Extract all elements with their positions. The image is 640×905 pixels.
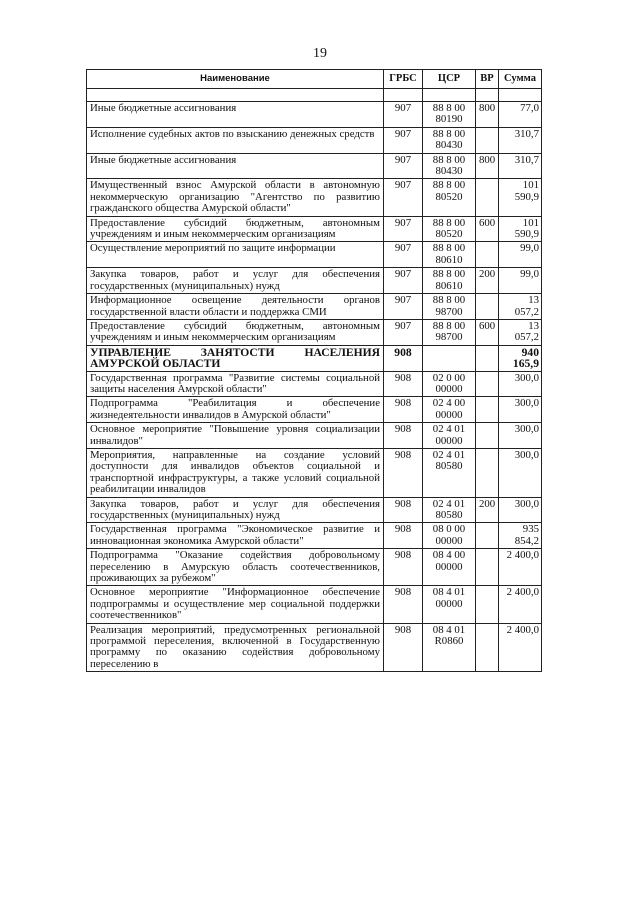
cell-grbs: 908 [384,523,423,549]
table-row [87,423,542,449]
cell-vr [476,448,499,497]
header-vr: ВР [476,70,499,89]
cell-csr: 88 8 00 80520 [423,179,476,216]
table-row [87,127,542,153]
cell-vr [476,345,499,371]
cell-vr [476,242,499,268]
cell-csr: 88 8 00 80430 [423,153,476,179]
cell-csr: 02 4 01 80580 [423,448,476,497]
cell-sum: 2 400,0 [499,586,542,623]
cell-vr [476,549,499,586]
budget-table [86,69,542,672]
cell-grbs: 908 [384,497,423,523]
cell-name: Предоставление субсидий бюджетным, автономным учреждениям и иным некоммерческим организациям [87,319,384,345]
table-row [87,179,542,216]
cell-sum: 935 854,2 [499,523,542,549]
cell-csr: 88 8 00 80190 [423,102,476,128]
cell-csr: 02 4 01 00000 [423,423,476,449]
cell-name: Закупка товаров, работ и услуг для обеспечения государственных (муниципальных) нужд [87,268,384,294]
cell-sum: 300,0 [499,497,542,523]
cell-name: УПРАВЛЕНИЕ ЗАНЯТОСТИ НАСЕЛЕНИЯ АМУРСКОЙ ОБЛАСТИ [87,345,384,371]
cell-csr: 02 4 01 80580 [423,497,476,523]
header-grbs: ГРБС [384,70,423,89]
cell-vr [476,423,499,449]
cell-name: Осуществление мероприятий по защите информации [87,242,384,268]
header-csr: ЦСР [423,70,476,89]
cell-grbs: 908 [384,549,423,586]
table-row [87,242,542,268]
cell-sum: 13 057,2 [499,294,542,320]
cell-name: Основное мероприятие "Информационное обеспечение подпрограммы и осуществление мер социальной поддержки соотечественников" [87,586,384,623]
cell-sum: 77,0 [499,102,542,128]
table-row [87,586,542,623]
table-row [87,268,542,294]
cell-grbs: 907 [384,294,423,320]
cell-vr: 600 [476,216,499,242]
spacer-row [87,89,542,102]
cell-grbs: 908 [384,345,423,371]
cell-csr: 88 8 00 80430 [423,127,476,153]
page-number: 19 [313,46,327,61]
cell-csr: 88 8 00 98700 [423,294,476,320]
cell-grbs: 908 [384,623,423,672]
cell-sum: 13 057,2 [499,319,542,345]
cell-grbs: 908 [384,371,423,397]
cell-csr: 02 0 00 00000 [423,371,476,397]
table-row [87,319,542,345]
cell-name: Государственная программа "Развитие системы социальной защиты населения Амурской области" [87,371,384,397]
cell-name: Основное мероприятие "Повышение уровня социализации инвалидов" [87,423,384,449]
table-row [87,523,542,549]
cell-csr: 88 8 00 80610 [423,242,476,268]
cell-grbs: 908 [384,586,423,623]
cell-sum: 300,0 [499,423,542,449]
cell-vr [476,179,499,216]
cell-sum: 101 590,9 [499,179,542,216]
cell-csr: 88 8 00 98700 [423,319,476,345]
cell-sum: 300,0 [499,371,542,397]
cell-sum: 310,7 [499,153,542,179]
cell-vr [476,623,499,672]
cell-grbs: 907 [384,102,423,128]
cell-sum: 940 165,9 [499,345,542,371]
cell-vr [476,397,499,423]
table-row [87,497,542,523]
cell-csr: 88 8 00 80520 [423,216,476,242]
cell-vr [476,127,499,153]
cell-name: Мероприятия, направленные на создание условий доступности для инвалидов объектов социальной и транспортной инфраструктуры, а также условий социальной реабилитации инвалидов [87,448,384,497]
cell-csr: 08 4 01 R0860 [423,623,476,672]
table-header-row [87,70,542,89]
cell-name: Информационное освещение деятельности органов государственной власти области и поддержка СМИ [87,294,384,320]
cell-vr [476,294,499,320]
table-row [87,623,542,672]
cell-grbs: 907 [384,319,423,345]
cell-vr: 600 [476,319,499,345]
cell-grbs: 907 [384,127,423,153]
cell-vr [476,371,499,397]
cell-grbs: 907 [384,216,423,242]
cell-grbs: 908 [384,397,423,423]
cell-sum: 101 590,9 [499,216,542,242]
cell-sum: 99,0 [499,268,542,294]
cell-name: Подпрограмма "Реабилитация и обеспечение жизнедеятельности инвалидов в Амурской области" [87,397,384,423]
cell-grbs: 907 [384,179,423,216]
cell-vr: 800 [476,153,499,179]
cell-name: Подпрограмма "Оказание содействия добровольному переселению в Амурскую область соотечественников, проживающих за рубежом" [87,549,384,586]
table-row [87,345,542,371]
table-row [87,102,542,128]
cell-name: Иные бюджетные ассигнования [87,153,384,179]
cell-sum: 310,7 [499,127,542,153]
cell-csr [423,345,476,371]
cell-csr: 08 4 00 00000 [423,549,476,586]
cell-name: Иные бюджетные ассигнования [87,102,384,128]
table-row [87,153,542,179]
cell-sum: 99,0 [499,242,542,268]
cell-grbs: 907 [384,153,423,179]
cell-name: Предоставление субсидий бюджетным, автономным учреждениям и иным некоммерческим организациям [87,216,384,242]
cell-grbs: 907 [384,242,423,268]
cell-grbs: 908 [384,423,423,449]
table-row [87,448,542,497]
cell-vr: 200 [476,268,499,294]
cell-name: Реализация мероприятий, предусмотренных региональной программой переселения, включенной в Государственную программу по оказанию содействия добровольному переселению в [87,623,384,672]
cell-vr [476,586,499,623]
cell-csr: 88 8 00 80610 [423,268,476,294]
cell-name: Государственная программа "Экономическое развитие и инновационная экономика Амурской области" [87,523,384,549]
table-row [87,371,542,397]
cell-vr [476,523,499,549]
cell-name: Имущественный взнос Амурской области в автономную некоммерческую организацию "Агентство по развитию гражданского общества Амурской области" [87,179,384,216]
cell-csr: 08 0 00 00000 [423,523,476,549]
table-row [87,549,542,586]
cell-grbs: 908 [384,448,423,497]
cell-sum: 300,0 [499,397,542,423]
cell-name: Исполнение судебных актов по взысканию денежных средств [87,127,384,153]
cell-grbs: 907 [384,268,423,294]
cell-vr: 800 [476,102,499,128]
cell-vr: 200 [476,497,499,523]
table-row [87,294,542,320]
header-name: Наименование [87,70,384,89]
header-sum: Сумма [499,70,542,89]
cell-csr: 08 4 01 00000 [423,586,476,623]
cell-name: Закупка товаров, работ и услуг для обеспечения государственных (муниципальных) нужд [87,497,384,523]
cell-sum: 300,0 [499,448,542,497]
table-row [87,397,542,423]
cell-csr: 02 4 00 00000 [423,397,476,423]
cell-sum: 2 400,0 [499,623,542,672]
cell-sum: 2 400,0 [499,549,542,586]
table-row [87,216,542,242]
